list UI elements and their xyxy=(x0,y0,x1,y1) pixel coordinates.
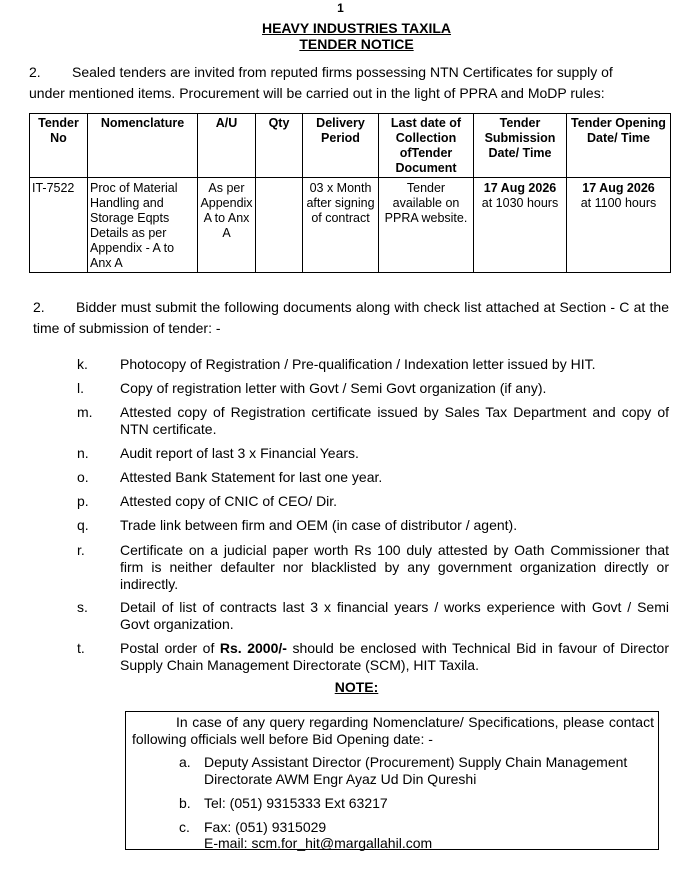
list-marker: n. xyxy=(77,445,89,461)
table-header-row xyxy=(30,114,671,178)
header-qty: Qty xyxy=(256,114,303,178)
intro-paragraph xyxy=(29,62,639,104)
submission-date: 17 Aug 2026 xyxy=(483,181,557,195)
cell-qty xyxy=(256,178,303,273)
contact-marker: a. xyxy=(179,754,191,770)
list-text: Detail of list of contracts last 3 x financial years / works experience with Govt / Semi Govt organization. xyxy=(120,599,669,632)
header-tender-no: Tender No xyxy=(30,114,88,178)
note-heading: NOTE: xyxy=(334,679,379,695)
note-intro: In case of any query regarding Nomenclature/ Specifications, please contact following officials well before Bid Opening date: - xyxy=(132,714,654,747)
list-marker: s. xyxy=(77,599,88,615)
header-nomenclature: Nomenclature xyxy=(88,114,198,178)
contact-marker: c. xyxy=(179,819,190,835)
cell-submission xyxy=(474,178,567,273)
list-text: Attested copy of Registration certificate issued by Sales Tax Department and copy of NTN certificate. xyxy=(120,404,669,437)
submission-time: at 1030 hours xyxy=(481,196,559,210)
list-marker: t. xyxy=(77,640,85,656)
contact-email: E-mail: scm.for_hit@margallahil.com xyxy=(204,835,433,851)
documents-intro-text: Bidder must submit the following documents along with check list attached at Section - C at the time of submission of tender: - xyxy=(33,299,669,336)
contact-phone: Tel: (051) 9315333 Ext 63217 xyxy=(204,795,388,811)
list-marker: m. xyxy=(77,404,93,420)
cell-opening xyxy=(567,178,671,273)
cell-delivery: 03 x Month after signing of contract xyxy=(303,178,379,273)
opening-date: 17 Aug 2026 xyxy=(582,181,655,195)
list-text: Copy of registration letter with Govt / Semi Govt organization (if any). xyxy=(120,380,547,396)
header-au: A/U xyxy=(198,114,256,178)
list-marker: l. xyxy=(77,380,84,396)
list-text: Certificate on a judicial paper worth Rs 100 duly attested by Oath Commissioner that firm is neither defaulter nor blacklisted by any government organization directly or indirectly. xyxy=(120,542,669,592)
contact-marker: b. xyxy=(179,795,191,811)
contact-text: Deputy Assistant Director (Procurement) Supply Chain Management Directorate AWM Engr Ayaz Ud Din Qureshi xyxy=(204,754,628,787)
list-text: Attested copy of CNIC of CEO/ Dir. xyxy=(120,493,338,509)
list-marker: p. xyxy=(77,493,89,509)
list-marker: r. xyxy=(77,542,85,558)
documents-intro-number: 2. xyxy=(33,299,45,315)
header-delivery-period: Delivery Period xyxy=(303,114,379,178)
opening-time: at 1100 hours xyxy=(580,196,657,210)
postal-pre: Postal order of xyxy=(120,640,220,656)
table-row xyxy=(30,178,671,273)
page-number: 1 xyxy=(337,1,344,15)
postal-amount: Rs. 2000/- xyxy=(219,640,287,656)
list-text: Photocopy of Registration / Pre-qualification / Indexation letter issued by HIT. xyxy=(120,356,596,372)
list-text: Audit report of last 3 x Financial Years. xyxy=(120,445,359,461)
list-marker: q. xyxy=(77,517,89,533)
header-collection-date: Last date of Collection ofTender Document xyxy=(379,114,474,178)
list-text: Trade link between firm and OEM (in case of distributor / agent). xyxy=(120,517,518,533)
note-box xyxy=(125,711,659,850)
list-text: Attested Bank Statement for last one year. xyxy=(120,469,383,485)
list-marker: o. xyxy=(77,469,89,485)
organization-title: HEAVY INDUSTRIES TAXILA xyxy=(261,20,452,36)
cell-collection: Tender available on PPRA website. xyxy=(379,178,474,273)
intro-text: Sealed tenders are invited from reputed firms possessing NTN Certificates for supply of under mentioned items. Procurement will be carried out in the light of PPRA and MoDP rules: xyxy=(29,64,613,101)
postal-post: should be enclosed with Technical Bid in favour of Director Supply Chain Management Directorate (SCM), HIT Taxila. xyxy=(120,640,669,673)
cell-tender-no: IT-7522 xyxy=(30,178,88,273)
notice-title: TENDER NOTICE xyxy=(299,36,414,52)
tender-table xyxy=(29,113,671,273)
header-submission: Tender Submission Date/ Time xyxy=(474,114,567,178)
contact-fax: Fax: (051) 9315029 xyxy=(204,819,327,835)
cell-nomenclature: Proc of Material Handling and Storage Eqpts Details as per Appendix - A to Anx A xyxy=(88,178,198,273)
documents-intro xyxy=(33,297,669,339)
header-opening: Tender Opening Date/ Time xyxy=(567,114,671,178)
list-marker: k. xyxy=(77,356,88,372)
cell-au: As per Appendix A to Anx A xyxy=(198,178,256,273)
postal-order-text xyxy=(120,640,669,674)
intro-number: 2. xyxy=(29,64,41,80)
